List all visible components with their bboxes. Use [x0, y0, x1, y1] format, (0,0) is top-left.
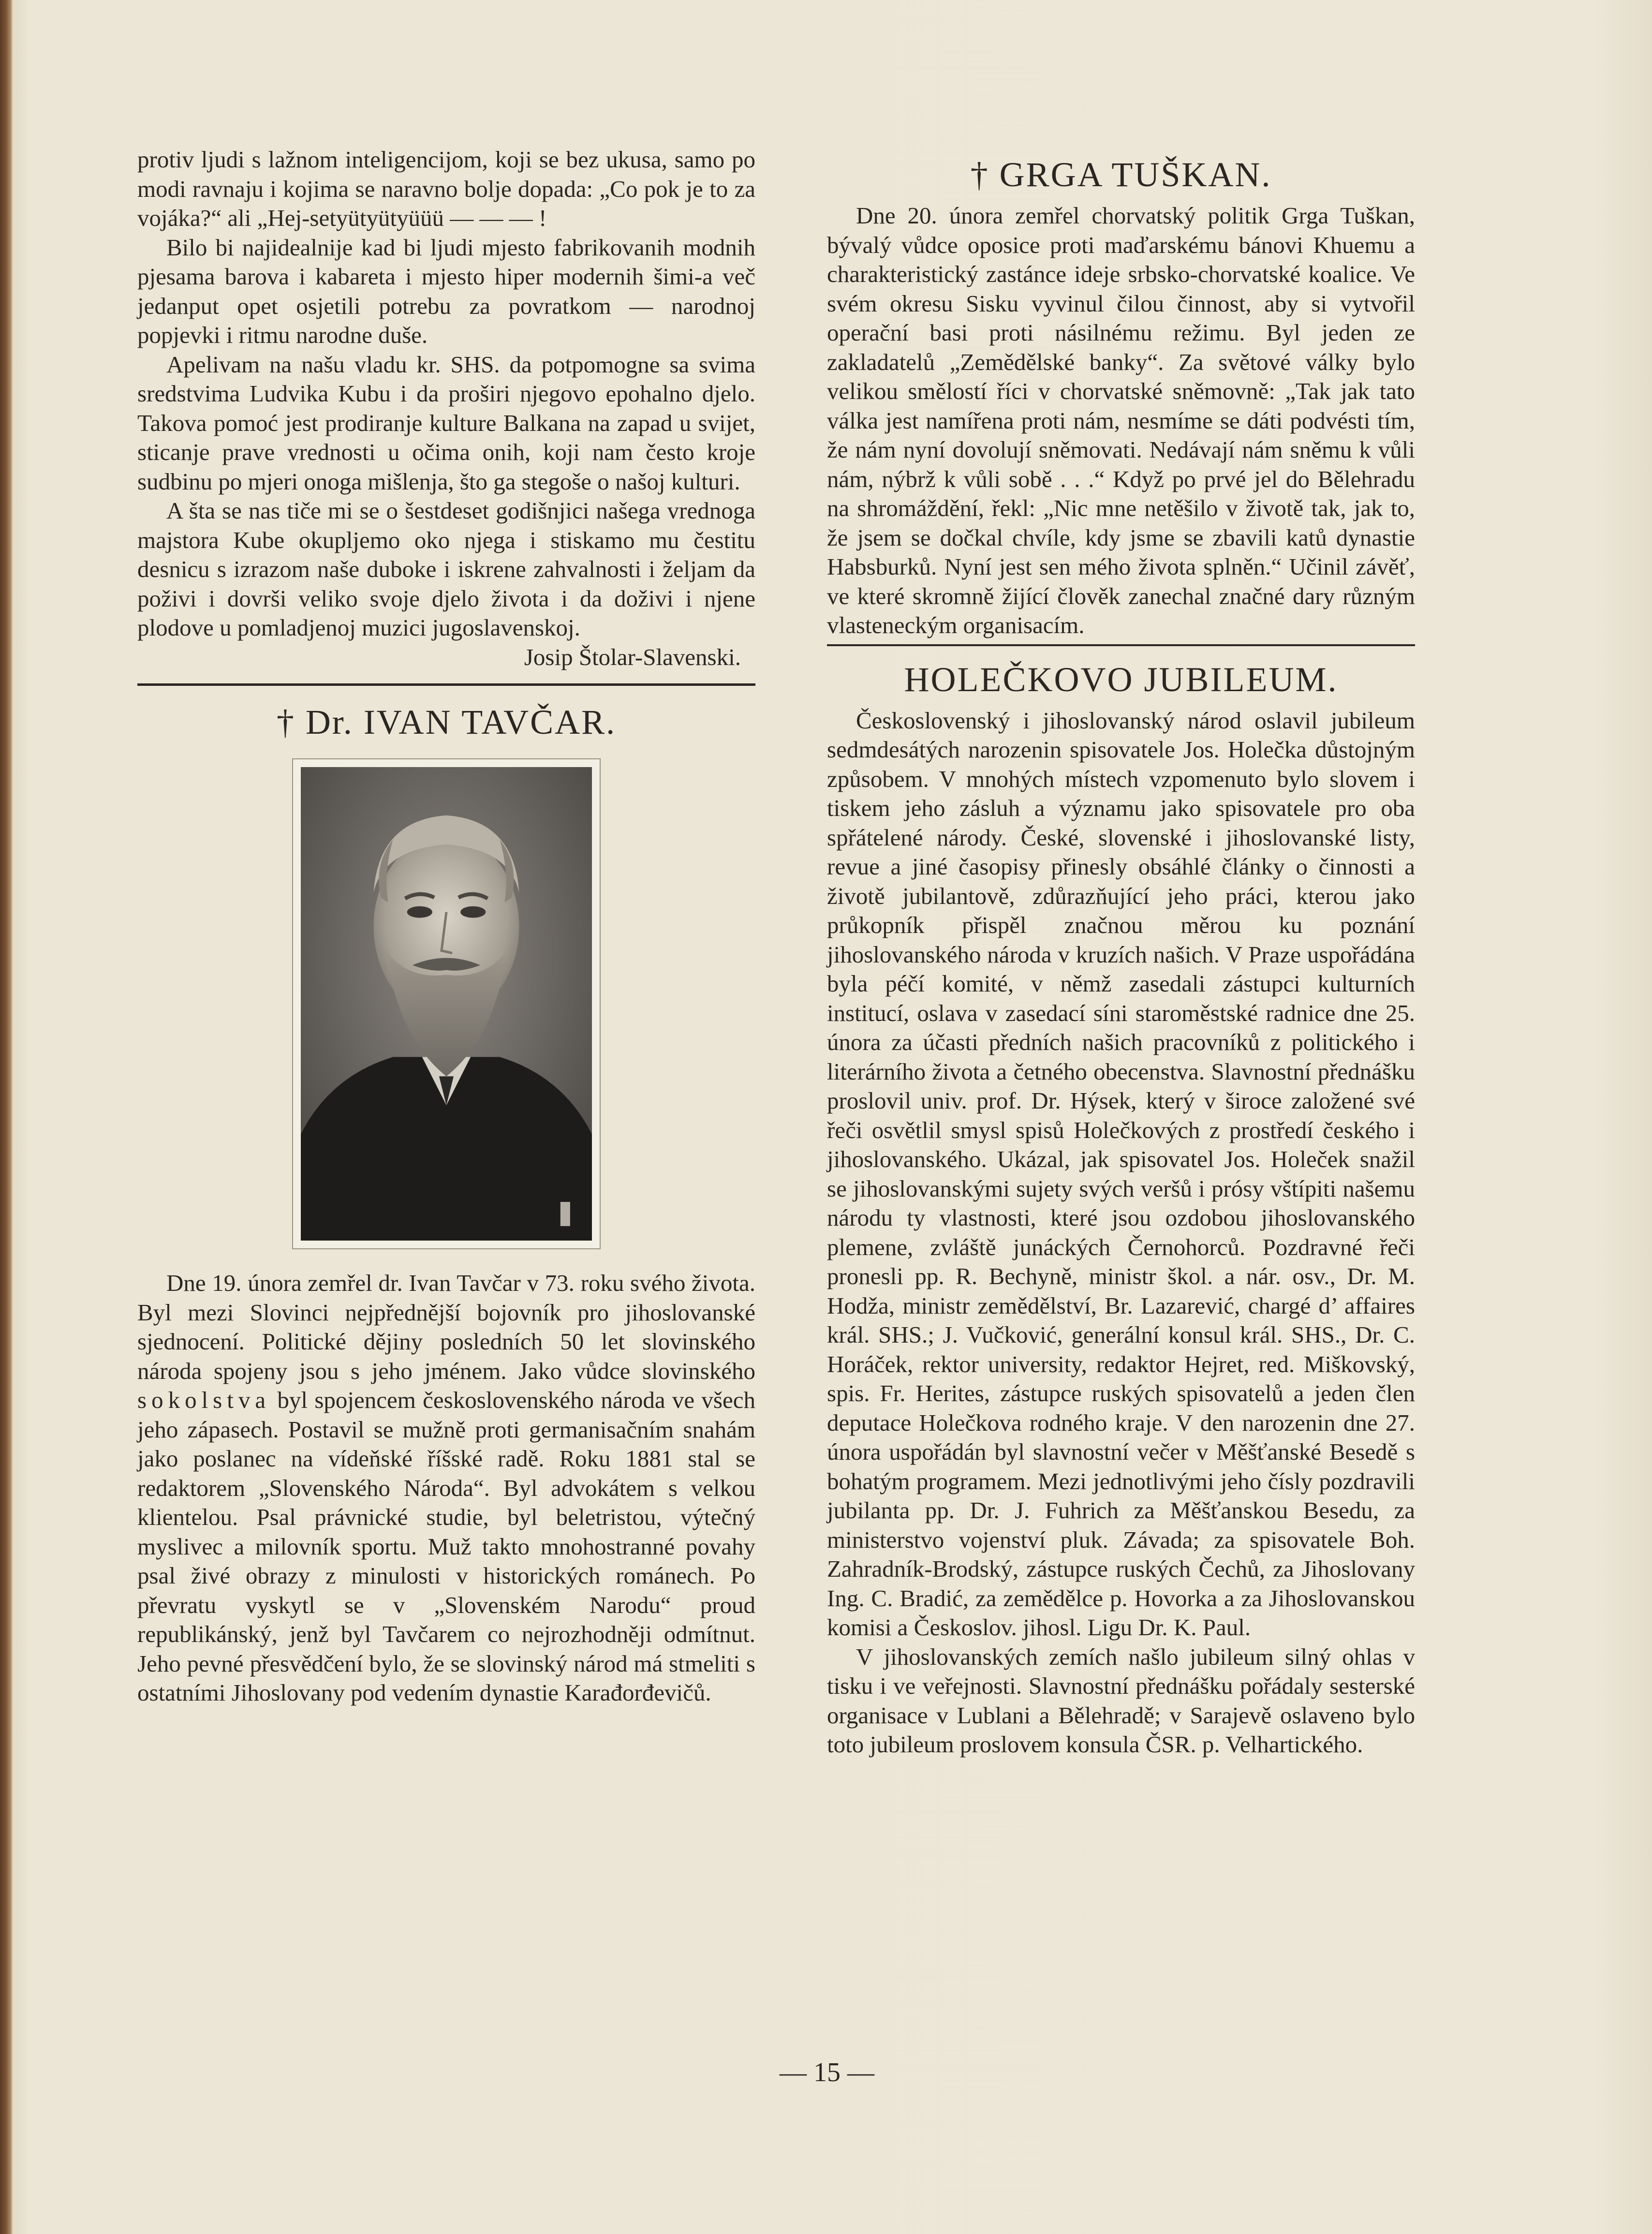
tavcar-obituary-text [137, 1269, 755, 1708]
portrait-photo [292, 758, 601, 1249]
right-column [827, 145, 1415, 1760]
sokolstva-spaced-word: sokolstva [137, 1387, 271, 1413]
page-number: — 15 — [780, 2057, 874, 2087]
tavcar-text-part: Dne 19. února zemřel dr. Ivan Tavčar v 73. roku svého života. Byl mezi Slovinci nejpřednější bojovník pro jihoslovanské sjednocení. Politické dějiny posledních 50 let slovinského národa spojeny jsou s jeho jménem. Jako vůdce slovinského [137, 1270, 755, 1384]
article-signature: Josip Štolar-Slavenski. [524, 643, 741, 670]
book-binding-edge [0, 0, 13, 2234]
kuba-article-paragraph: Bilo bi najidealnije kad bi ljudi mjesto fabrikovanih modnih pjesama barova i kabareta i mjesto hiper modernih šimi-a več jedanput opet osjetili potrebu za povratkom — narodnoj popjevki i ritmu narodne duše. [137, 234, 755, 348]
left-column [137, 145, 755, 1708]
holecek-paragraph: Československý i jihoslovanský národ oslavil jubileum sedmdesátých narozenin spisovatele Jos. Holečka důstojným způsobem. V mnohých místech vzpomenuto bylo slovem i tiskem jeho zásluh a významu jako spisovatele pro oba spřátelené národy. České, slovenské i jihoslovanské listy, revue a jiné časopisy přinesly obsáhlé články o činnosti a životě jubilantově, zdůrazňující jeho práci, kterou jako průkopník přispěl značnou měrou ku poznání jihoslovanského národa v kruzích našich. V Praze uspořádána byla péčí komité, v němž zasedali zástupci kulturních institucí, oslava v zasedací síni staroměstské radnice dne 25. února za účasti předních našich pracovníků z politického i literárního života a četného obecenstva. Slavnostní přednášku proslovil univ. prof. Dr. Hýsek, který v široce založené své řeči osvětlil smysl spisů Holečkových z prostředí českého i jihoslovanského. Ukázal, jak spisovatel Jos. Holeček snažil se jihoslovanskými sujety svých veršů i prósy vštípiti našemu národu ty vlastnosti, které jsou ozdobou jihoslovanského plemene, zvláště junáckých Černohorců. Pozdravné řeči pronesli pp. R. Bechyně, ministr škol. a nár. osv., Dr. M. Hodža, ministr zemědělství, Br. Lazarević, chargé d’ affaires král. SHS.; J. Vučković, generální konsul král. SHS., Dr. C. Horáček, rektor university, redaktor Hejret, red. Miškovský, spis. Fr. Herites, zástupce ruských spisovatelů a jeden člen deputace Holečkova rodného kraje. V den narozenin dne 27. února uspořádán byl slavnostní večer v Měšťanské Besedě s bohatým programem. Mezi jednotlivými jeho čísly pozdravili jubilanta pp. Dr. J. Fuhrich za Měšťanskou Besedu, za ministerstvo vojenství pluk. Závada; za spisovatele Boh. Zahradník-Brodský, zástupce ruských Čechů, za Jihoslovany Ing. C. Bradić, za zemědělce p. Hovorka a za Jihoslovanskou komisi a Českoslov. jihosl. Ligu Dr. K. Paul. [827, 707, 1415, 1641]
tavcar-text-part: byl spojencem československého národa ve všech jeho zápasech. Postavil se mužně proti germanisačním snahám jako poslanec na vídeňské říšské radě. Roku 1881 stal se redaktorem „Slovenského Národa“. Byl advokátem s velkou klientelou. Psal právnické studie, byl beletristou, výtečný myslivec a milovník sportu. Muž takto mnohostranné povahy psal živé obrazy z minulosti v historických románech. Po převratu vyskytl se v „Slovenském Narodu“ proud republikánský, jenž byl Tavčarem co nejrozhodněji odmítnut. Jeho pevné přesvědčení bylo, že se slovinský národ má stmeliti s ostatními Jihoslovany pod vedením dynastie Karađorđevičů. [137, 1387, 755, 1706]
obituary-heading-tavcar: † Dr. IVAN TAVČAR. [276, 703, 617, 741]
kuba-article-paragraph: Apelivam na našu vladu kr. SHS. da potpomogne sa svima sredstvima Ludvika Kubu i da proširi njegovo epohalno djelo. Takova pomoć jest prodiranje kulture Balkana na zapad u svijet, sticanje prave vrednosti u očima onih, koji nam često kroje sudbinu po mjeri onoga mišlenja, što ga stegoše o našoj kulturi. [137, 351, 755, 495]
holecek-jubilee-heading: HOLEČKOVO JUBILEUM. [904, 660, 1338, 699]
portrait-of-ivan-tavcar [301, 767, 592, 1241]
obituary-heading-tuskan: † GRGA TUŠKAN. [970, 155, 1272, 194]
section-divider [137, 683, 755, 686]
section-divider [827, 644, 1415, 646]
kuba-article-paragraph: A šta se nas tiče mi se o šestdeset godišnjici našega vrednoga majstora Kube okupljemo oko njega i stiskamo mu čestitu desnicu s izrazom naše duboke i iskrene zahvalnosti i željam da poživi i dovrši veliko svoje djelo života i da doživi i njene plodove u pomladjenoj muzici jugoslavenskoj. [137, 497, 755, 641]
holecek-paragraph: V jihoslovanských zemích našlo jubileum silný ohlas v tisku i ve veřejnosti. Slavnostní přednášku pořádaly sesterské organisace v Lublani a Bělehradě; v Sarajevě oslaveno bylo toto jubileum proslovem konsula ČSR. p. Velhartického. [827, 1643, 1415, 1758]
tuskan-obituary-text: Dne 20. února zemřel chorvatský politik Grga Tuškan, bývalý vůdce oposice proti maďarskému bánovi Khuemu a charakteristický zastánce ideje srbsko-chorvatské koalice. Ve svém okresu Sisku vyvinul čilou činnost, aby si vytvořil operační basi proti násilnému režimu. Byl jeden ze zakladatelů „Zemědělské banky“. Za světové války bylo velikou smělostí říci v chorvatské sněmovně: „Tak jak tato válka jest namířena proti nám, nesmíme se dáti podvésti tím, že nám nyní dovolují sněmovati. Nedávají nám sněmu k vůli nám, nýbrž k vůli sobě . . .“ Když po prvé jel do Bělehradu na shromáždění, řekl: „Nic mne netěšilo v životě tak, jak to, že jsem se dočkal chvíle, kdy jsme se zbavili katů dynastie Habsburků. Nyní jest sen mého života splněn.“ Učinil závěť, ve které skromně žijící člověk zanechal značné dary různým vlasteneckým organisacím. [827, 202, 1415, 638]
kuba-article-paragraph: protiv ljudi s lažnom inteligencijom, koji se bez ukusa, samo po modi ravnaju i kojima se naravno bolje dopada: „Co pok je to za vojáka?“ ali „Hej-setyütyütyüüü — — — ! [137, 146, 755, 231]
